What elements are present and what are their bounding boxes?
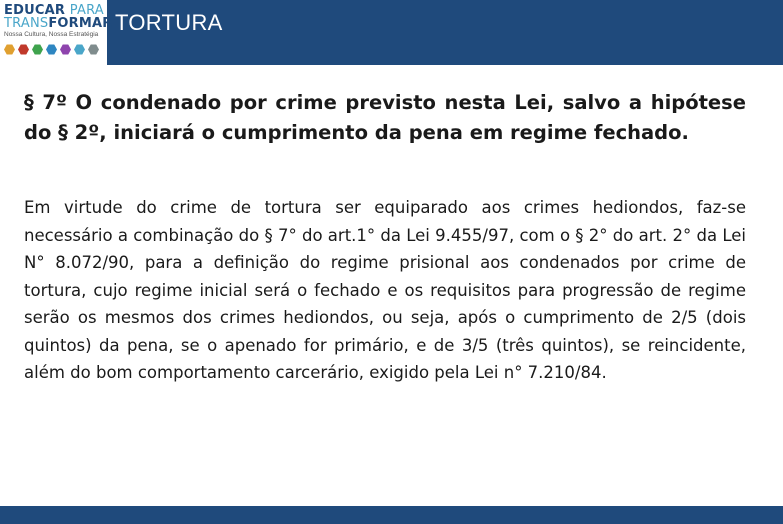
logo-hexagon-icon: [60, 44, 71, 55]
logo-line-2: [4, 16, 112, 31]
logo-hexagon-icon: [18, 44, 29, 55]
explanation-paragraph: Em virtude do crime de tortura ser equiparado aos crimes hediondos, faz-se necessário a combinação do § 7° do art.1° da Lei 9.455/97, com o § 2° do art. 2° da Lei N° 8.072/90, para a definição do regime prisional aos condenados por crime de tortura, cujo regime inicial será o fechado e os requisitos para progressão de regime serão os mesmos dos crimes hediondos, ou seja, após o cumprimento de 2/5 (dois quintos) da pena, se o apenado for primário, e de 3/5 (três quintos), se reincidente, além do bom comportamento carcerário, exigido pela Lei n° 7.210/84.: [24, 198, 746, 382]
logo: [0, 0, 113, 65]
logo-hexagon-icons: [4, 44, 99, 55]
footer-bar: [0, 506, 783, 524]
logo-hexagon-icon: [74, 44, 85, 55]
logo-word-formar: FORMAR: [48, 16, 113, 31]
page-title: TORTURA: [115, 10, 223, 35]
logo-word-trans: TRANS: [4, 16, 49, 31]
logo-hexagon-icon: [46, 44, 57, 55]
logo-word-educar: EDUCAR: [4, 3, 66, 18]
logo-tagline: Nossa Cultura, Nossa Estratégia: [4, 31, 99, 38]
logo-hexagon-icon: [4, 44, 15, 55]
logo-hexagon-icon: [88, 44, 99, 55]
logo-hexagon-icon: [32, 44, 43, 55]
law-paragraph: § 7º O condenado por crime previsto nesta Lei, salvo a hipótese do § 2º, iniciará o cumprimento da pena em regime fechado.: [24, 91, 746, 144]
header-bar: [0, 0, 783, 65]
logo-word-para: PARA: [69, 3, 104, 18]
